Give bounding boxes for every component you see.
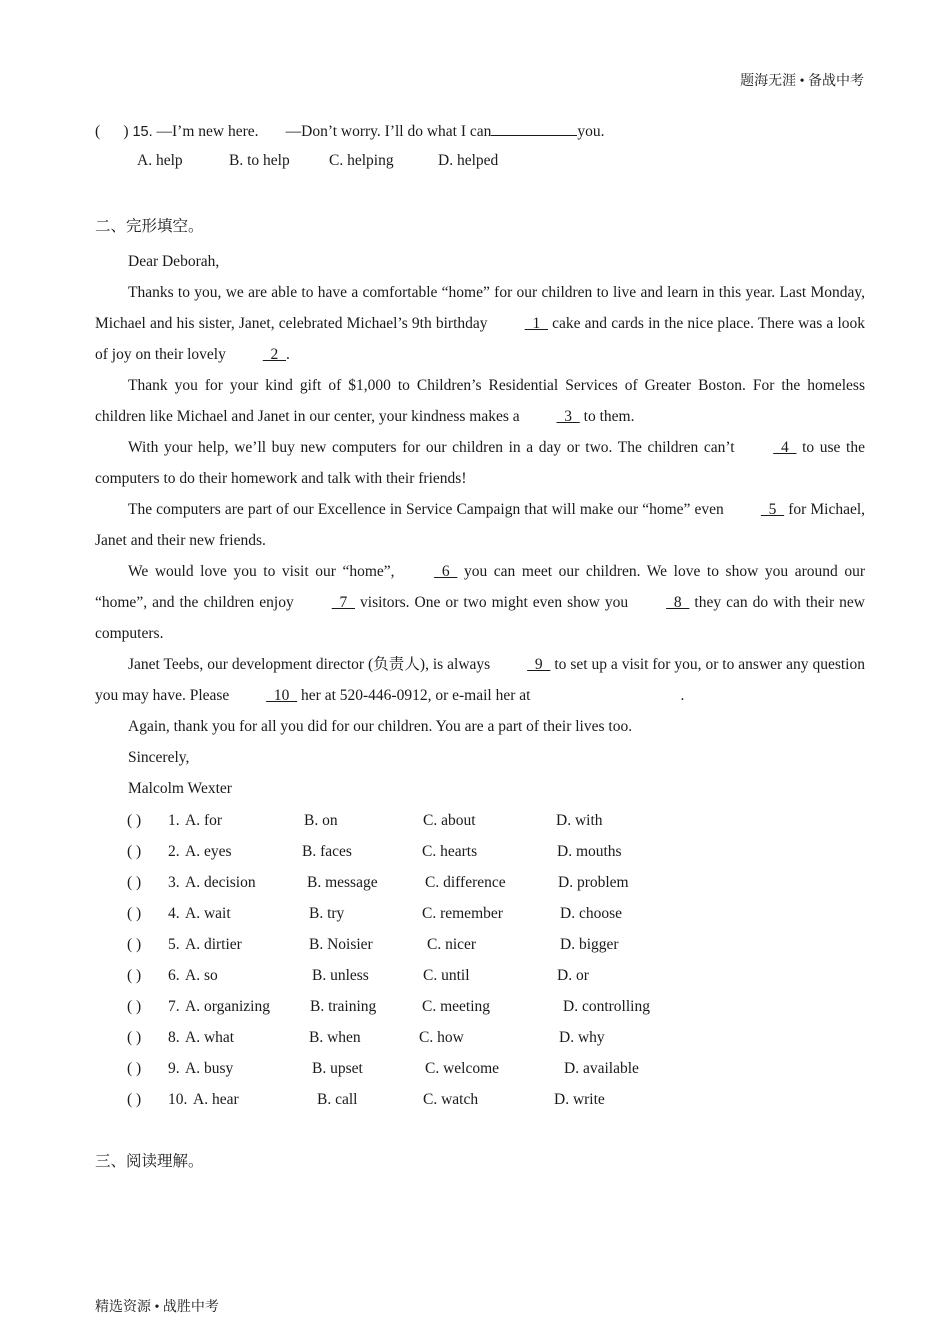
blank-1: 1: [524, 315, 548, 332]
option-a: A. dirtier: [185, 936, 242, 953]
option-c: C. about: [423, 812, 476, 829]
option-d: D. available: [564, 1060, 639, 1077]
option-c: C. how: [419, 1029, 464, 1046]
option-d: D. write: [554, 1091, 605, 1108]
option-d: D. choose: [560, 905, 622, 922]
answer-paren: ( ): [127, 936, 142, 953]
letter-signoff: Sincerely,: [128, 749, 190, 766]
option-d: D. or: [557, 967, 589, 984]
letter-closing-line: Again, thank you for all you did for our children. You are a part of their lives too.: [128, 718, 633, 735]
blank-9: 9: [527, 656, 551, 673]
letter-paragraph: We would love you to visit our “home”, 6 you can meet our children. We love to show you around our “home”, and the children enjoy 7 visitors. One or two might even show you 8 they can do with their new computers.: [95, 556, 865, 649]
cloze-letter: [95, 246, 865, 804]
option-d: D. bigger: [560, 936, 619, 953]
option-b: B. message: [307, 874, 378, 891]
answer-paren: ( ): [127, 1060, 142, 1077]
blank-2: 2: [262, 346, 286, 363]
letter-paragraph: Thanks to you, we are able to have a comfortable “home” for our children to live and learn in this year. Last Monday, Michael and his sister, Janet, celebrated Michael’s 9th birthday 1 cake and cards in the nice place. There was a look of joy on their lovely 2 .: [95, 277, 865, 370]
option-d: D. problem: [558, 874, 629, 891]
option-b: B. try: [309, 905, 345, 922]
blank-8: 8: [666, 594, 690, 611]
option-c: C. nicer: [427, 936, 477, 953]
answer-paren: ( ): [127, 874, 142, 891]
letter-signature: Malcolm Wexter: [128, 780, 232, 797]
option-a: A. what: [185, 1029, 235, 1046]
option-b: B. faces: [302, 843, 352, 860]
question-15-stem-a: —I’m new here.: [156, 123, 259, 140]
blank-4: 4: [773, 439, 797, 456]
section-2-title: 二、完形填空。: [95, 218, 204, 235]
option-c: C. remember: [422, 905, 503, 922]
letter-paragraph: Thank you for your kind gift of $1,000 to Children’s Residential Services of Greater Boston. For the homeless children like Michael and Janet in our center, your kindness makes a 3 to them.: [95, 370, 865, 432]
option-c: C. until: [423, 967, 470, 984]
question-15-option-b: B. to help: [229, 152, 290, 169]
page-header: 题海无涯 • 备战中考: [740, 74, 864, 89]
letter-paragraph: The computers are part of our Excellence in Service Campaign that will make our “home” even 5 for Michael, Janet and their new friends.: [95, 494, 865, 556]
blank-5: 5: [760, 501, 785, 518]
option-number: 7.: [168, 998, 180, 1015]
answer-paren: ( ): [127, 967, 142, 984]
option-d: D. with: [556, 812, 603, 829]
option-d: D. why: [559, 1029, 605, 1046]
question-15-stem-end: you.: [577, 123, 605, 140]
option-number: 6.: [168, 967, 180, 984]
option-b: B. training: [310, 998, 377, 1015]
option-a: A. busy: [185, 1060, 234, 1077]
blank-7: 7: [331, 594, 355, 611]
blank-6: 6: [434, 563, 458, 580]
letter-salutation: Dear Deborah,: [128, 253, 220, 270]
option-c: C. watch: [423, 1091, 479, 1108]
option-b: B. unless: [312, 967, 369, 984]
option-c: C. difference: [425, 874, 506, 891]
option-b: B. when: [309, 1029, 361, 1046]
option-number: 4.: [168, 905, 180, 922]
answer-paren: ( ): [127, 843, 142, 860]
answer-paren: ( ): [127, 998, 142, 1015]
option-c: C. meeting: [422, 998, 491, 1015]
option-b: B. call: [317, 1091, 358, 1108]
answer-paren: ( ): [127, 905, 142, 922]
blank-10: 10: [266, 687, 298, 704]
option-c: C. welcome: [425, 1060, 500, 1077]
question-15-number: 15.: [132, 124, 153, 140]
option-a: A. for: [185, 812, 223, 829]
option-a: A. hear: [193, 1091, 239, 1108]
answer-paren: ( ): [127, 1091, 142, 1108]
option-number: 5.: [168, 936, 180, 953]
option-a: A. so: [185, 967, 218, 984]
question-15-paren-close: ): [123, 123, 129, 140]
question-15-option-a: A. help: [137, 152, 183, 169]
option-number: 1.: [168, 812, 180, 829]
option-a: A. organizing: [185, 998, 270, 1015]
option-b: B. upset: [312, 1060, 363, 1077]
option-a: A. decision: [185, 874, 256, 891]
option-number: 9.: [168, 1060, 180, 1077]
question-15-option-d: D. helped: [438, 152, 499, 169]
option-a: A. eyes: [185, 843, 232, 860]
section-3-title: 三、阅读理解。: [95, 1153, 204, 1170]
option-number: 3.: [168, 874, 180, 891]
page-footer: 精选资源 • 战胜中考: [95, 1300, 219, 1315]
blank-3: 3: [556, 408, 580, 425]
question-15-paren: (: [95, 123, 101, 140]
answer-paren: ( ): [127, 812, 142, 829]
option-number: 2.: [168, 843, 180, 860]
option-d: D. mouths: [557, 843, 622, 860]
question-15-stem-b: —Don’t worry. I’ll do what I can: [285, 123, 492, 140]
option-number: 8.: [168, 1029, 180, 1046]
question-15-option-c: C. helping: [329, 152, 394, 169]
answer-paren: ( ): [127, 1029, 142, 1046]
question-15: [95, 121, 605, 141]
option-number: 10.: [168, 1091, 188, 1108]
question-15-blank: [491, 121, 577, 136]
letter-paragraph: Janet Teebs, our development director (负责人), is always 9 to set up a visit for you, or to answer any question you may have. Please 10 her at 520-446-0912, or e-mail her at .: [95, 649, 865, 711]
letter-paragraph: With your help, we’ll buy new computers for our children in a day or two. The children can’t 4 to use the computers to do their homework and talk with their friends!: [95, 432, 865, 494]
option-a: A. wait: [185, 905, 231, 922]
option-b: B. on: [304, 812, 338, 829]
option-d: D. controlling: [563, 998, 650, 1015]
option-b: B. Noisier: [309, 936, 373, 953]
option-c: C. hearts: [422, 843, 478, 860]
